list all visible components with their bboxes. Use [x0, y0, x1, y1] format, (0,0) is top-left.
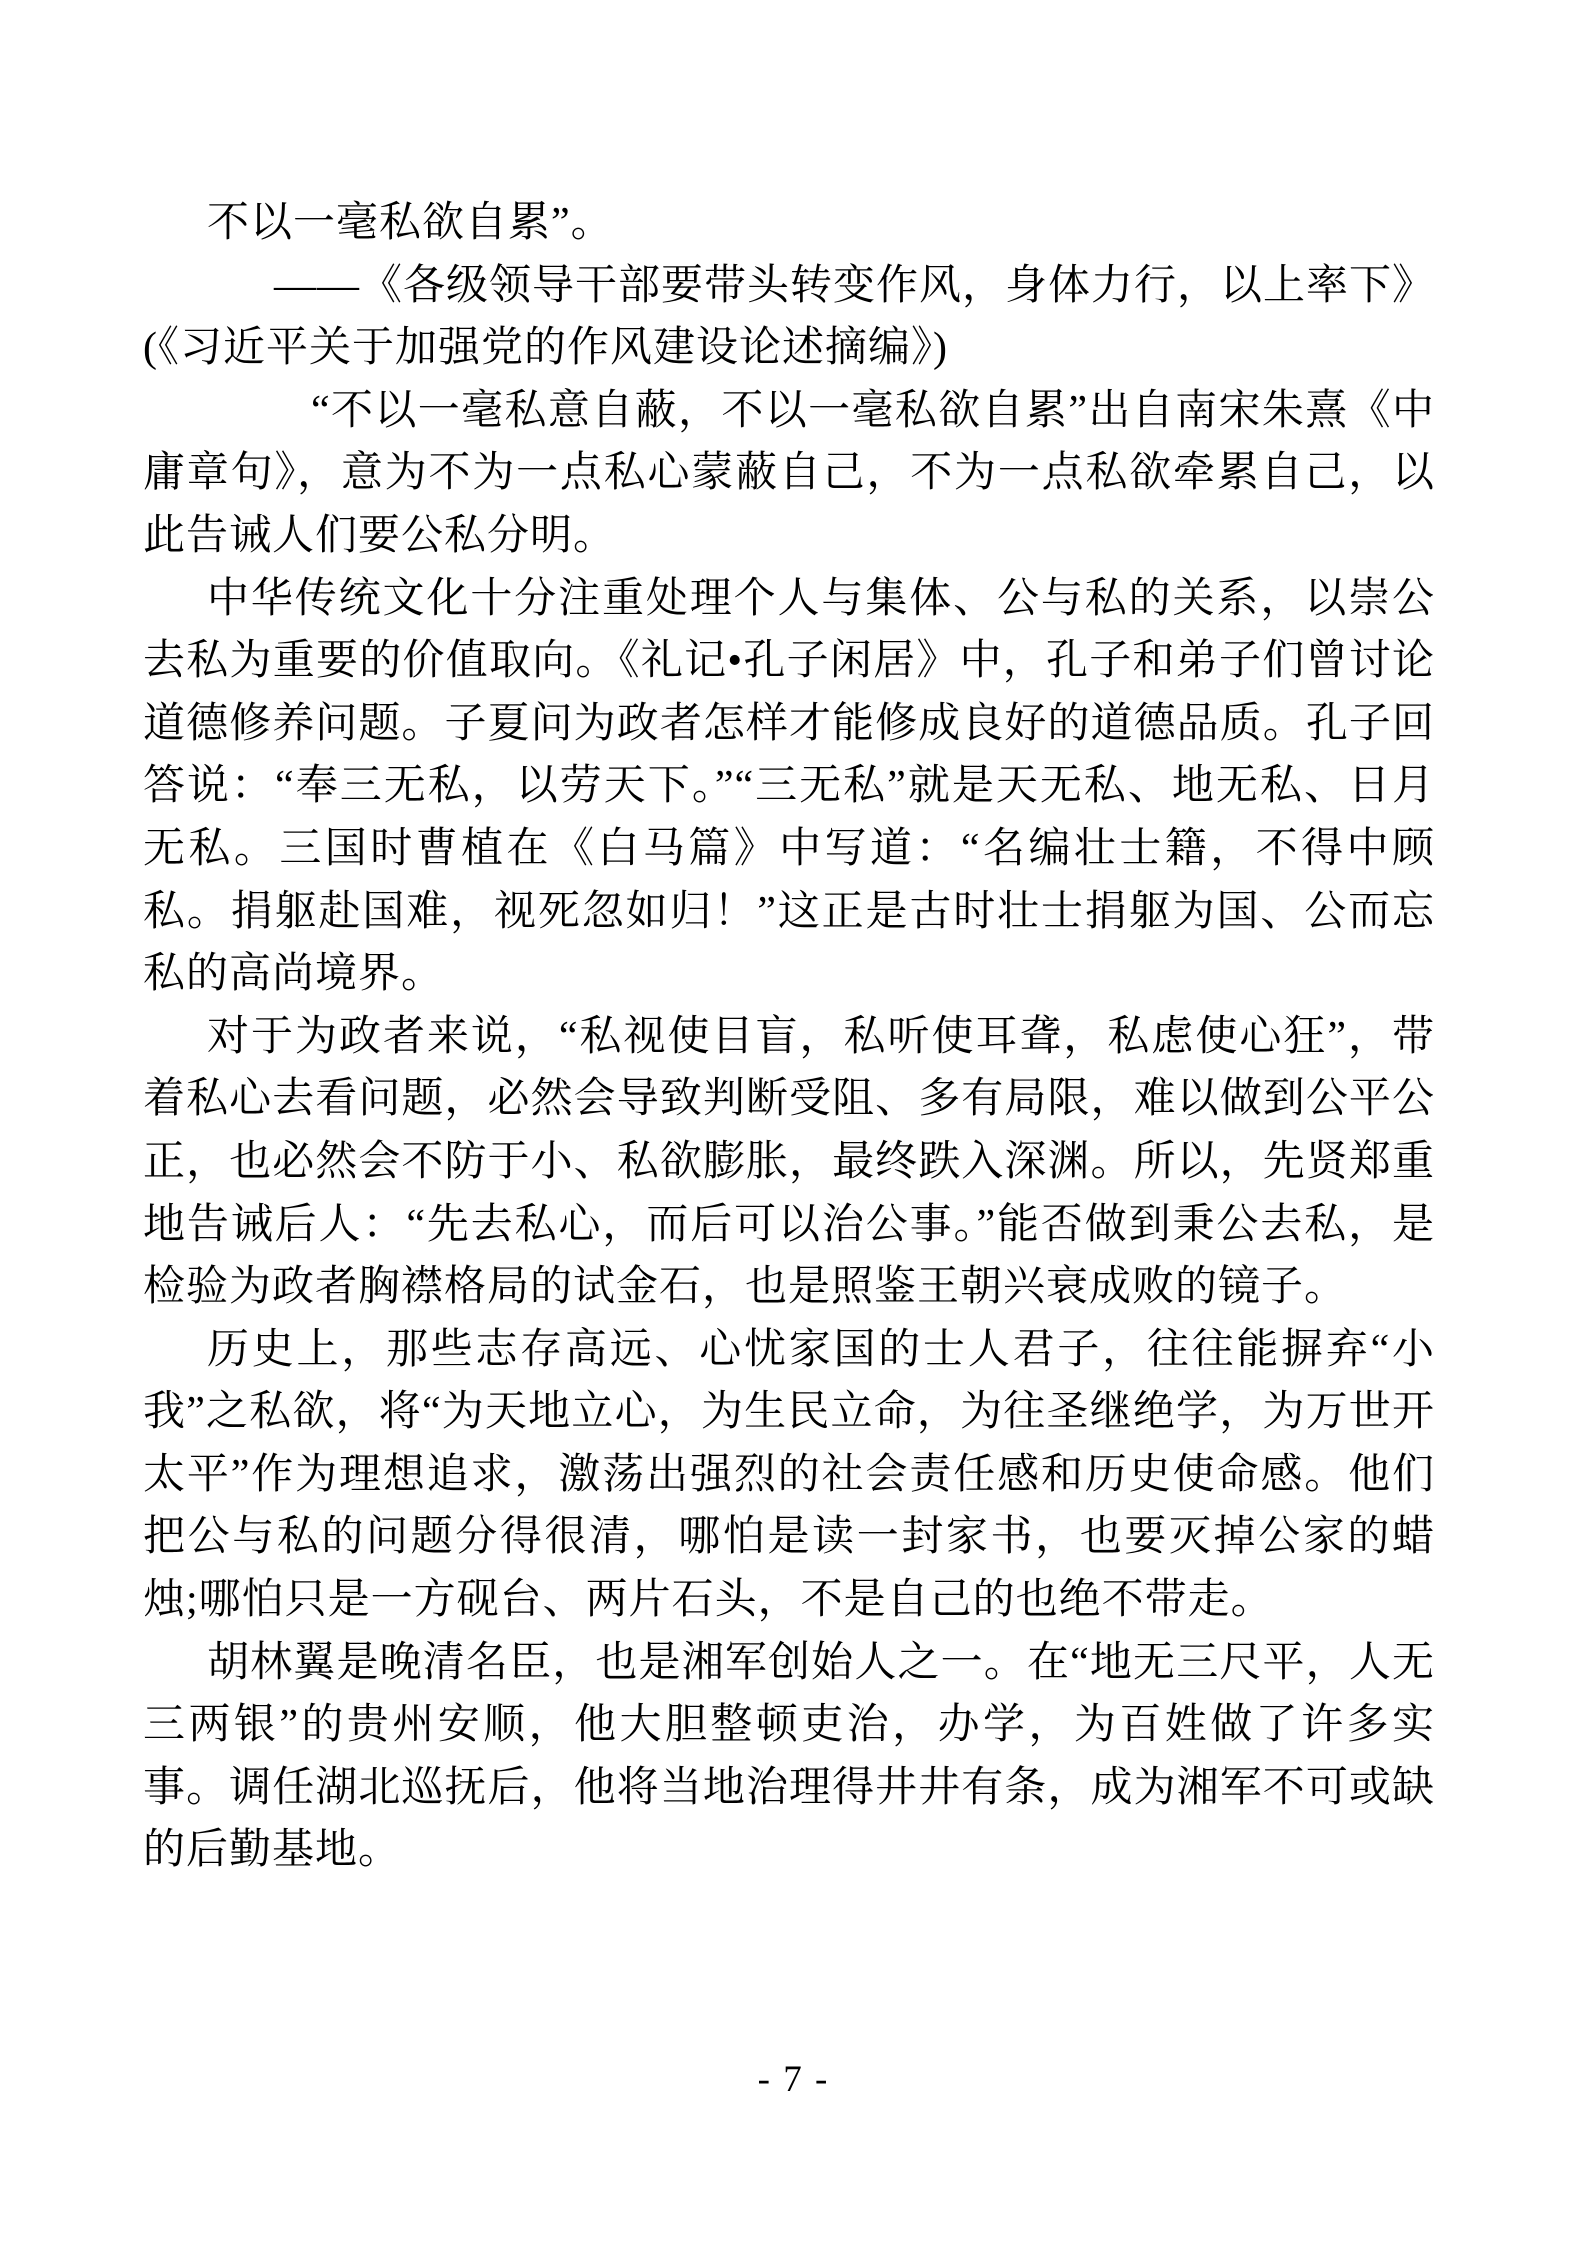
page-number: - 7 - — [757, 2059, 830, 2100]
paragraph-quote-continuation: 不以一毫私欲自累”。 — [207, 200, 614, 246]
paragraph-quote-source: (《习近平关于加强党的作风建设论述摘编》) — [143, 325, 948, 372]
paragraph-hulinyi: 胡林翼是晚清名臣，也是湘军创始人之一。在“地无三尺平，人无三两银”的贵州安顺，他大胆整顿吏治，办学，为百姓做了许多实事。调任湖北巡抚后，他将当地治理得井井有条，成为湘军不可或缺的后勤基地。 — [143, 1639, 1435, 1874]
paragraph-history-scholars: 历史上，那些志存高远、心忧家国的士人君子，往往能摒弃“小我”之私欲，将“为天地立心，为生民立命，为往圣继绝学，为万世开太平”作为理想追求，激荡出强烈的社会责任感和历史使命感。他们把公与私的问题分得很清，哪怕是读一封家书，也要灭掉公家的蜡烛;哪怕只是一方砚台、两片石头，不是自己的也绝不带走。 — [143, 1326, 1435, 1624]
paragraph-for-officials: 对于为政者来说，“私视使目盲，私听使耳聋，私虑使心狂”，带着私心去看问题，必然会导致判断受阻、多有局限，难以做到公平公正，也必然会不防于小、私欲膨胀，最终跌入深渊。所以，先贤郑重地告诫后人：“先去私心，而后可以治公事。”能否做到秉公去私，是检验为政者胸襟格局的试金石，也是照鉴王朝兴衰成败的镜子。 — [143, 1013, 1435, 1311]
paragraph-quote-attribution: ——《各级领导干部要带头转变作风，身体力行，以上率下》 — [273, 262, 1435, 309]
paragraph-traditional-culture: 中华传统文化十分注重处理个人与集体、公与私的关系，以崇公去私为重要的价值取向。《礼记•孔子闲居》中，孔子和弟子们曾讨论道德修养问题。子夏问为政者怎样才能修成良好的道德品质。孔子回答说：“奉三无私，以劳天下。”“三无私”就是天无私、地无私、日月无私。三国时曹植在《白马篇》中写道：“名编壮士籍，不得中顾私。捐躯赴国难，视死忽如归！”这正是古时壮士捐躯为国、公而忘私的高尚境界。 — [143, 575, 1435, 998]
document-body — [143, 192, 1435, 1882]
page-footer — [0, 2058, 1587, 2102]
paragraph-origin-explanation: “不以一毫私意自蔽，不以一毫私欲自累”出自南宋朱熹《中庸章句》，意为不为一点私心蒙蔽自己，不为一点私欲牵累自己，以此告诫人们要公私分明。 — [143, 387, 1435, 559]
